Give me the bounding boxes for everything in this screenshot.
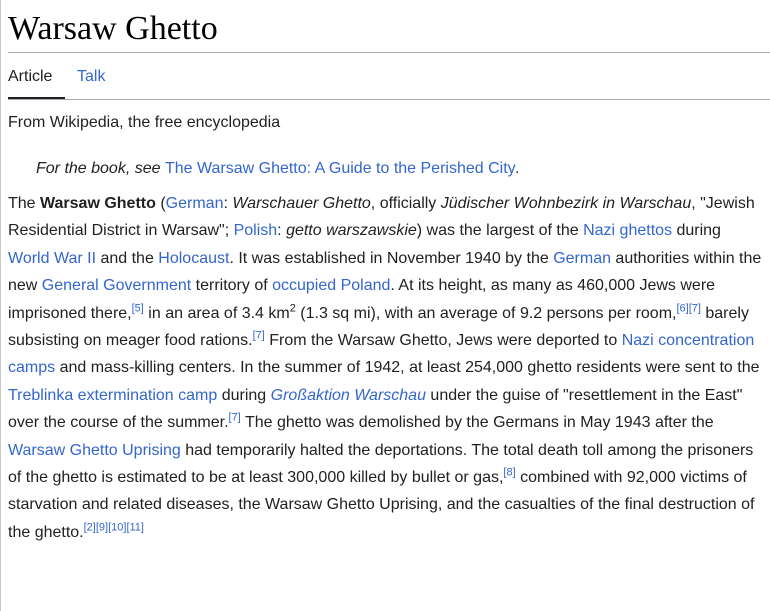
citation-ref: [676, 302, 700, 314]
text-run: :: [277, 222, 287, 240]
tab-article[interactable]: Article: [8, 68, 53, 85]
citation-link-7[interactable]: [7]: [688, 302, 701, 315]
text-run: under the guise of "resettlement in the East" over the course of the summer.: [8, 386, 743, 432]
hatnote-suffix: .: [515, 160, 521, 177]
link-german-language[interactable]: German: [165, 195, 224, 212]
site-tagline: From Wikipedia, the free encyclopedia: [8, 114, 281, 131]
hatnote: [8, 159, 762, 179]
citation-ref: [229, 412, 241, 424]
citation-link-6[interactable]: [6]: [676, 302, 689, 315]
superscript-2: 2: [289, 302, 296, 315]
text-run: , officially: [370, 195, 441, 212]
citation-link-10[interactable]: [10]: [108, 521, 127, 534]
link-german[interactable]: German: [553, 249, 611, 267]
hatnote-book-link[interactable]: The Warsaw Ghetto: A Guide to the Perished City: [164, 160, 516, 177]
link-world-war-ii[interactable]: World War II: [8, 249, 97, 267]
text-run: authorities within the new: [8, 249, 762, 295]
text-run: in an area of 3.4 km: [143, 304, 290, 322]
citation-ref: [253, 330, 265, 342]
link-polish-language[interactable]: Polish: [233, 222, 278, 240]
text-run: . It was established in November 1940 by the: [229, 249, 554, 267]
citation-ref-group: [84, 522, 144, 534]
text-run: combined with 92,000 victims of starvation and related diseases, the Warsaw Ghetto Uprising, and the casualties of the final destruction of the ghetto.: [8, 469, 755, 541]
page-title: Warsaw Ghetto: [8, 10, 218, 47]
text-run: , "Jewish Residential District in Warsaw";: [8, 195, 755, 240]
polish-name: getto warszawskie: [286, 222, 417, 240]
citation-link-7[interactable]: [7]: [228, 411, 241, 424]
link-nazi-ghettos[interactable]: Nazi ghettos: [583, 222, 673, 240]
link-occupied-poland[interactable]: occupied Poland: [272, 277, 391, 295]
grossaktion-italic: Großaktion Warschau: [270, 386, 426, 404]
text-run: ) was the largest of the: [416, 222, 584, 240]
official-name: Jüdischer Wohnbezirk in Warschau: [440, 195, 692, 212]
link-holocaust[interactable]: Holocaust: [158, 249, 230, 267]
citation-link-7[interactable]: [7]: [252, 329, 265, 342]
citation-link-2[interactable]: [2]: [83, 521, 96, 534]
text-run: barely subsisting on meager food rations.: [8, 304, 749, 350]
link-warsaw-ghetto-uprising[interactable]: Warsaw Ghetto Uprising: [8, 441, 181, 459]
citation-ref: [132, 302, 144, 314]
link-nazi-concentration-camps[interactable]: Nazi concentration camps: [8, 332, 755, 377]
hatnote-prefix: For the book, see: [36, 160, 165, 177]
text-run: . At its height, as many as 460,000 Jews were imprisoned there,: [8, 277, 716, 322]
citation-link-11[interactable]: [11]: [126, 521, 144, 534]
content-left-border: [0, 0, 1, 611]
citation-link-8[interactable]: [8]: [503, 466, 516, 479]
tab-talk[interactable]: Talk: [77, 68, 106, 85]
lead-paragraph: [8, 190, 763, 546]
tabs-divider: [8, 99, 770, 100]
text-run: during: [217, 386, 271, 404]
citation-link-5[interactable]: [5]: [131, 302, 144, 315]
text-run: had temporarily halted the deportations. The total death toll among the prisoners of the ghetto is estimated to be at least 300,000 killed by bullet or gas,: [8, 441, 754, 487]
german-name: Warschauer Ghetto: [232, 195, 371, 212]
page-tabs: [8, 53, 762, 97]
citation-link-9[interactable]: [9]: [95, 521, 109, 534]
text-run: and mass-killing centers. In the summer of 1942, at least 254,000 ghetto residents were sent to the: [55, 359, 760, 377]
text-run: during: [672, 222, 721, 240]
text-run: (: [155, 195, 166, 212]
text-run: :: [223, 195, 233, 212]
link-treblinka[interactable]: Treblinka extermination camp: [8, 386, 218, 404]
text-run: territory of: [191, 277, 273, 295]
link-general-government[interactable]: General Government: [41, 277, 192, 295]
text-run: From the Warsaw Ghetto, Jews were deported to: [264, 332, 622, 350]
text-run: The ghetto was demolished by the Germans in May 1943 after the: [240, 414, 714, 432]
link-grossaktion-warschau[interactable]: [271, 387, 426, 404]
bold-title: Warsaw Ghetto: [40, 195, 156, 212]
active-tab-indicator: [8, 97, 65, 99]
text-run: The: [8, 195, 41, 212]
text-run: (1.3 sq mi), with an average of 9.2 persons per room,: [295, 304, 677, 322]
text-run: and the: [96, 249, 159, 267]
citation-ref: [503, 467, 515, 479]
